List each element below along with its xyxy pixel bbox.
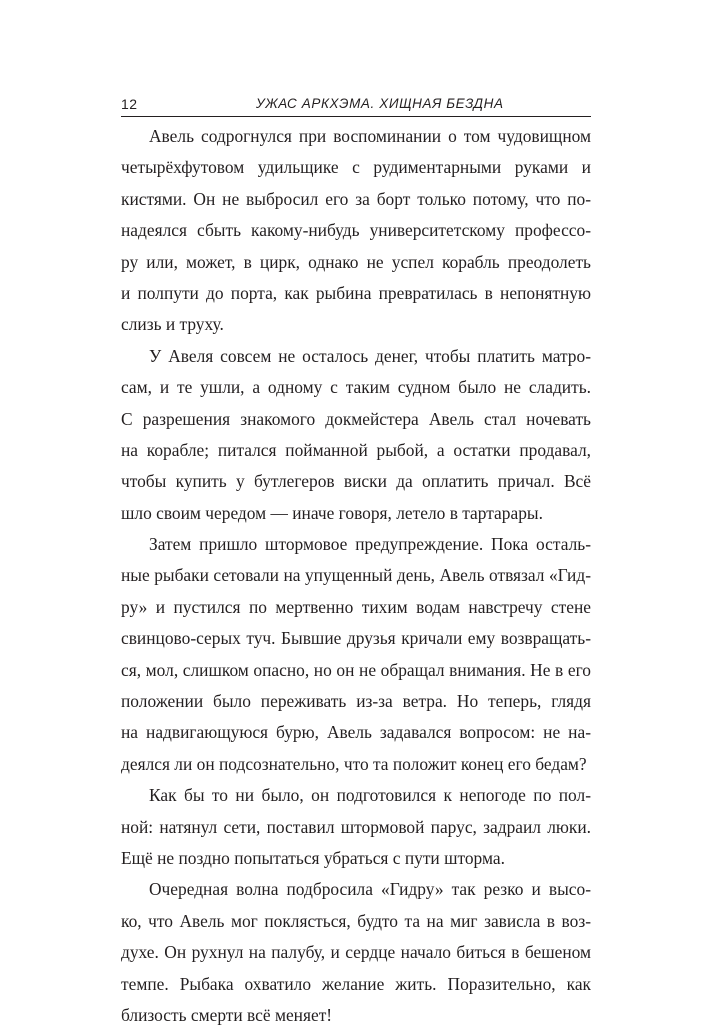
text-line: Очередная волна подбросила «Гидру» так резко и высо- bbox=[149, 879, 591, 900]
text-line: духе. Он рухнул на палубу, и сердце начало биться в бешеном bbox=[121, 942, 591, 963]
text-line: С разрешения знакомого докмейстера Авель стал ночевать bbox=[121, 408, 591, 429]
text-line: близость смерти всё меняет! bbox=[121, 1004, 333, 1025]
header-rule bbox=[121, 116, 591, 117]
text-line: четырёхфутовом удильщике с рудиментарными руками и bbox=[121, 157, 591, 178]
book-title: УЖАС АРКХЭМА. ХИЩНАЯ БЕЗДНА bbox=[256, 96, 504, 111]
text-line: ной: натянул сети, поставил штормовой парус, задраил люки. bbox=[121, 816, 591, 837]
text-line: ру» и пустился по мертвенно тихим водам навстречу стене bbox=[121, 596, 591, 617]
paragraph-4 bbox=[121, 780, 591, 874]
page-number: 12 bbox=[121, 96, 138, 112]
text-line: ся, мол, слишком опасно, но он не обращал внимания. Не в его bbox=[121, 659, 591, 680]
paragraph-1 bbox=[121, 121, 591, 341]
text-line: темпе. Рыбака охватило желание жить. Поразительно, как bbox=[121, 973, 591, 994]
text-line: Как бы то ни было, он подготовился к непогоде по пол- bbox=[149, 785, 591, 806]
text-line: на корабле; питался пойманной рыбой, а остатки продавал, bbox=[121, 439, 591, 460]
text-line: сам, и те ушли, а одному с таким судном было не сладить. bbox=[121, 377, 591, 398]
text-line: чтобы купить у бутлегеров виски да оплатить причал. Всё bbox=[121, 471, 591, 492]
text-line: шло своим чередом — иначе говоря, летело в тартарары. bbox=[121, 502, 543, 523]
text-line: положении было переживать из-за ветра. Но теперь, глядя bbox=[121, 691, 591, 712]
paragraph-2 bbox=[121, 341, 591, 529]
text-line: кистями. Он не выбросил его за борт только потому, что по- bbox=[121, 188, 591, 209]
text-line: Авель содрогнулся при воспоминании о том чудовищном bbox=[149, 126, 591, 146]
text-line: свинцово-серых туч. Бывшие друзья кричали ему возвращать- bbox=[121, 628, 591, 649]
text-line: деялся ли он подсознательно, что та положит конец его бедам? bbox=[121, 753, 587, 774]
text-line: ко, что Авель мог поклясться, будто та на миг зависла в воз- bbox=[121, 910, 591, 931]
text-line: ру или, может, в цирк, однако не успел корабль преодолеть bbox=[121, 251, 591, 272]
text-line: ные рыбаки сетовали на упущенный день, Авель отвязал «Гид- bbox=[121, 565, 591, 586]
text-line: и полпути до порта, как рыбина превратилась в непонятную bbox=[121, 282, 591, 303]
text-line: слизь и труху. bbox=[121, 314, 224, 335]
running-head bbox=[121, 95, 591, 117]
text-line: Затем пришло штормовое предупреждение. Пока осталь- bbox=[149, 534, 591, 555]
paragraph-3 bbox=[121, 529, 591, 780]
paragraph-5 bbox=[121, 874, 591, 1031]
body-text bbox=[121, 121, 591, 1031]
text-line: Ещё не поздно попытаться убраться с пути шторма. bbox=[121, 847, 505, 868]
text-line: надеялся сбыть какому-нибудь университетскому профессо- bbox=[121, 220, 591, 241]
text-line: У Авеля совсем не осталось денег, чтобы платить матро- bbox=[149, 345, 591, 366]
text-line: на надвигающуюся бурю, Авель задавался вопросом: не на- bbox=[121, 722, 591, 743]
